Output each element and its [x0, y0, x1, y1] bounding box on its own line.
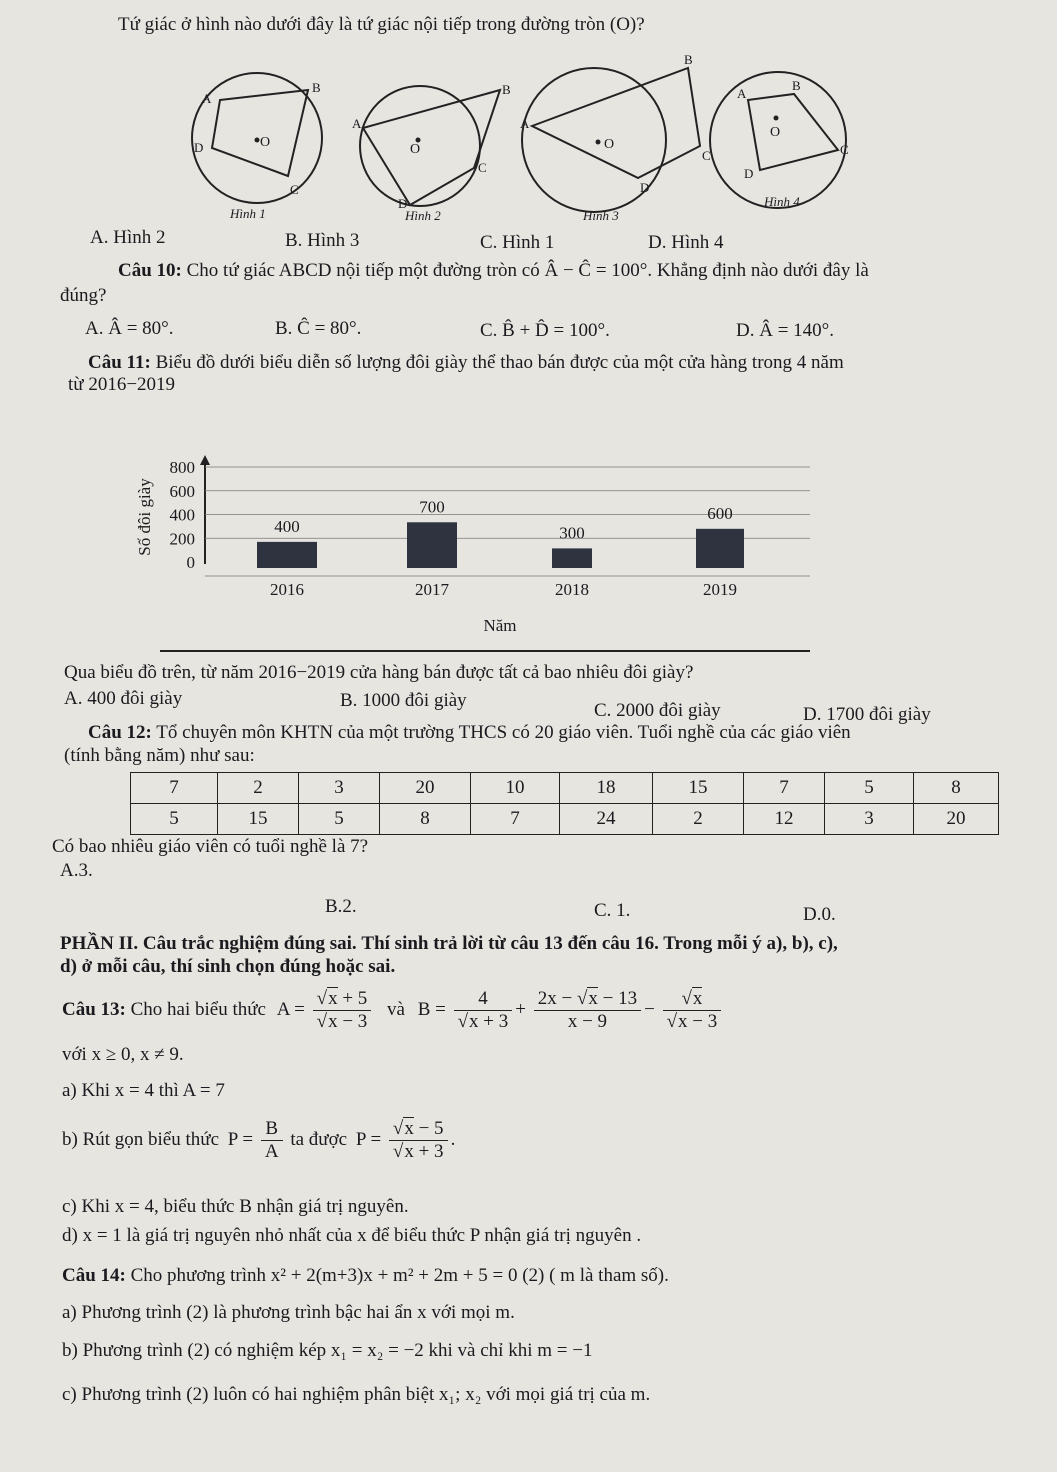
- table-cell: 10: [471, 773, 560, 804]
- figure-4: [710, 72, 849, 209]
- table-row: [131, 773, 999, 804]
- q11-option-d[interactable]: D. 1700 đôi giày: [803, 704, 931, 725]
- table-cell: 2: [218, 773, 299, 804]
- bar-value-label: 400: [274, 516, 300, 536]
- table-cell: 3: [299, 773, 380, 804]
- q9-figures: [180, 48, 860, 228]
- fig1-label-C: C: [290, 182, 299, 197]
- fig2-label-O: O: [410, 142, 421, 157]
- table-cell: 24: [560, 804, 653, 835]
- bar-2017: [407, 522, 457, 568]
- table-cell: 20: [914, 804, 999, 835]
- fig1-label-O: O: [260, 135, 271, 150]
- x-tick-label: 2017: [415, 580, 449, 599]
- q13-b-mid: ta được: [290, 1128, 348, 1150]
- q13-item-d[interactable]: d) x = 1 là giá trị nguyên nhỏ nhất của x để biểu thức P nhận giá trị nguyên .: [62, 1225, 642, 1246]
- bar-2018: [552, 548, 592, 568]
- x-axis-label: Năm: [483, 616, 517, 635]
- fig3-caption: Hình 3: [583, 208, 619, 223]
- part2-text: Thí sinh trả lời từ câu 13 đến câu 16. Trong mỗi ý a), b), c),: [361, 933, 838, 954]
- q13-formula-line: Câu 13: Cho hai biểu thức A = $\frac{√x + 5}{√x - 3}$ và B = $\frac{4}{√x + 3}$ + $\frac{2x - √x - 13}{x - 9}$ − $\frac{√x}{√x - 3}$: [62, 988, 724, 1033]
- y-tick-label: 0: [186, 553, 195, 572]
- table-cell: 7: [131, 773, 218, 804]
- bar-value-label: 300: [559, 523, 585, 543]
- q9-stem: Tứ giác ở hình nào dưới đây là tứ giác nội tiếp trong đường tròn (O)?: [118, 14, 645, 35]
- table-cell: 5: [299, 804, 380, 835]
- table-cell: 18: [560, 773, 653, 804]
- fig4-caption: Hình 4: [764, 194, 800, 209]
- q10-label: Câu 10:: [118, 260, 182, 281]
- q13-b-pre: b) Rút gọn biểu thức: [62, 1128, 220, 1150]
- table-cell: 15: [218, 804, 299, 835]
- q11-option-b[interactable]: B. 1000 đôi giày: [340, 690, 467, 711]
- q14-item-b[interactable]: b) Phương trình (2) có nghiệm kép x₁ = x₂ = −2 khi và chỉ khi m = −1: [62, 1340, 593, 1361]
- q13-and: và: [387, 998, 405, 1020]
- q9-option-d[interactable]: D. Hình 4: [648, 232, 724, 253]
- x-tick-label: 2016: [270, 580, 304, 599]
- q14-text: Cho phương trình x² + 2(m+3)x + m² + 2m + 5 = 0 (2) ( m là tham số).: [130, 1265, 669, 1286]
- q11-question: Qua biểu đồ trên, từ năm 2016−2019 cửa hàng bán được tất cả bao nhiêu đôi giày?: [64, 662, 694, 683]
- q13-condition: với x ≥ 0, x ≠ 9.: [62, 1044, 184, 1065]
- fig3-label-A: A: [520, 116, 530, 131]
- expr-a: $\frac{√x + 5}{√x - 3}$: [313, 988, 372, 1033]
- q13-label: Câu 13:: [62, 998, 126, 1020]
- part2-title: PHẦN II. Câu trắc nghiệm đúng sai.: [60, 933, 357, 954]
- q14-item-c[interactable]: c) Phương trình (2) luôn có hai nghiệm phân biệt x₁; x₂ với mọi giá trị của m.: [62, 1384, 651, 1405]
- fig2-caption: Hình 2: [405, 208, 441, 223]
- q9-option-b[interactable]: B. Hình 3: [285, 230, 360, 251]
- q11-option-a[interactable]: A. 400 đôi giày: [64, 688, 183, 709]
- figure-2: [352, 82, 511, 223]
- fig1-caption: Hình 1: [230, 206, 266, 221]
- fig3-label-B: B: [684, 52, 693, 67]
- q11-stem: [88, 352, 844, 374]
- y-axis-label: Số đôi giày: [135, 478, 154, 556]
- bar-value-label: 700: [419, 497, 445, 517]
- table-cell: 12: [744, 804, 825, 835]
- fig3-label-O: O: [604, 137, 615, 152]
- q14-stem: [62, 1265, 669, 1287]
- fig4-label-C: C: [840, 142, 849, 157]
- q12-age-table: [130, 772, 999, 835]
- q12-label: Câu 12:: [88, 722, 152, 743]
- q12-stem: [88, 722, 851, 744]
- q13-item-c[interactable]: c) Khi x = 4, biểu thức B nhận giá trị nguyên.: [62, 1196, 409, 1217]
- table-cell: 7: [471, 804, 560, 835]
- fig1-label-B: B: [312, 80, 321, 95]
- fig4-label-A: A: [737, 86, 747, 101]
- y-tick-label: 200: [169, 529, 195, 549]
- q11-text2: từ 2016−2019: [68, 374, 176, 395]
- table-cell: 8: [380, 804, 471, 835]
- figure-1: [192, 73, 322, 221]
- q12-option-b[interactable]: B.2.: [325, 896, 357, 917]
- bar-2019: [696, 529, 744, 568]
- expr-b2: $\frac{2x - √x - 13}{x - 9}$: [534, 988, 641, 1033]
- table-cell: 7: [744, 773, 825, 804]
- bar-value-label: 600: [707, 503, 733, 523]
- q11-bar-chart: [120, 455, 820, 665]
- table-cell: 3: [825, 804, 914, 835]
- q13-intro: Cho hai biểu thức: [130, 998, 266, 1020]
- table-cell: 5: [825, 773, 914, 804]
- q10-stem: [118, 260, 869, 282]
- q12-option-c[interactable]: C. 1.: [594, 900, 631, 921]
- fig2-label-D: D: [398, 196, 408, 211]
- expr-p: $\frac{√x - 5}{√x + 3}$: [389, 1118, 448, 1163]
- table-cell: 15: [653, 773, 744, 804]
- fig3-label-C: C: [702, 148, 711, 163]
- y-tick-label: 400: [169, 505, 195, 525]
- fig4-label-B: B: [792, 78, 801, 93]
- q12-question: Có bao nhiêu giáo viên có tuổi nghề là 7?: [52, 836, 369, 857]
- q14-item-a[interactable]: a) Phương trình (2) là phương trình bậc hai ẩn x với mọi m.: [62, 1302, 515, 1323]
- fig3-label-D: D: [640, 180, 650, 195]
- q9-option-a[interactable]: A. Hình 2: [90, 227, 166, 248]
- table-row: [131, 804, 999, 835]
- part2-text2: d) ở mỗi câu, thí sinh chọn đúng hoặc sai.: [60, 956, 396, 977]
- figure-3: [520, 52, 711, 223]
- table-cell: 8: [914, 773, 999, 804]
- q12-option-d[interactable]: D.0.: [803, 904, 836, 925]
- q11-text: Biểu đồ dưới biểu diễn số lượng đôi giày thể thao bán được của một cửa hàng trong 4 năm: [155, 352, 844, 373]
- q10-text: Cho tứ giác ABCD nội tiếp một đường tròn có Â − Ĉ = 100°. Khẳng định nào dưới đây là: [186, 260, 869, 281]
- y-axis-arrow: [200, 455, 210, 465]
- q11-label: Câu 11:: [88, 352, 151, 373]
- expr-b1: $\frac{4}{√x + 3}$: [454, 988, 513, 1033]
- q10-option-a[interactable]: A. Â = 80°.: [85, 318, 174, 339]
- q10-text2: đúng?: [60, 285, 107, 306]
- x-tick-label: 2019: [703, 580, 737, 599]
- table-cell: 5: [131, 804, 218, 835]
- fig1-label-D: D: [194, 140, 204, 155]
- q10-option-c[interactable]: C. B̂ + D̂ = 100°.: [480, 320, 610, 341]
- q11-option-c[interactable]: C. 2000 đôi giày: [594, 700, 721, 721]
- q10-option-d[interactable]: D. Â = 140°.: [736, 320, 835, 341]
- x-tick-label: 2018: [555, 580, 589, 599]
- fig2-label-A: A: [352, 116, 362, 131]
- table-cell: 20: [380, 773, 471, 804]
- bar-2016: [257, 542, 317, 568]
- q12-text: Tổ chuyên môn KHTN của một trường THCS có 20 giáo viên. Tuổi nghề của các giáo viên: [156, 722, 851, 743]
- expr-p-def: $\frac{B}{A}$: [261, 1118, 283, 1163]
- q9-option-c[interactable]: C. Hình 1: [480, 232, 555, 253]
- fig4-label-D: D: [744, 166, 754, 181]
- expr-b3: $\frac{√x}{√x - 3}$: [663, 988, 722, 1033]
- q13-item-a[interactable]: a) Khi x = 4 thì A = 7: [62, 1080, 225, 1101]
- q10-option-b[interactable]: B. Ĉ = 80°.: [275, 318, 362, 339]
- y-tick-label: 800: [169, 458, 195, 477]
- fig4-label-O: O: [770, 125, 781, 140]
- part2-header: [60, 933, 838, 955]
- fig2-label-C: C: [478, 160, 487, 175]
- q12-option-a[interactable]: A.3.: [60, 860, 93, 881]
- q14-label: Câu 14:: [62, 1265, 126, 1286]
- y-tick-label: 600: [169, 481, 195, 501]
- table-cell: 2: [653, 804, 744, 835]
- fig2-label-B: B: [502, 82, 511, 97]
- q13-item-b[interactable]: b) Rút gọn biểu thức P = $\frac{B}{A}$ ta được P = $\frac{√x - 5}{√x + 3}$ .: [62, 1118, 456, 1162]
- q12-text2: (tính bằng năm) như sau:: [64, 745, 255, 766]
- fig1-label-A: A: [202, 91, 212, 106]
